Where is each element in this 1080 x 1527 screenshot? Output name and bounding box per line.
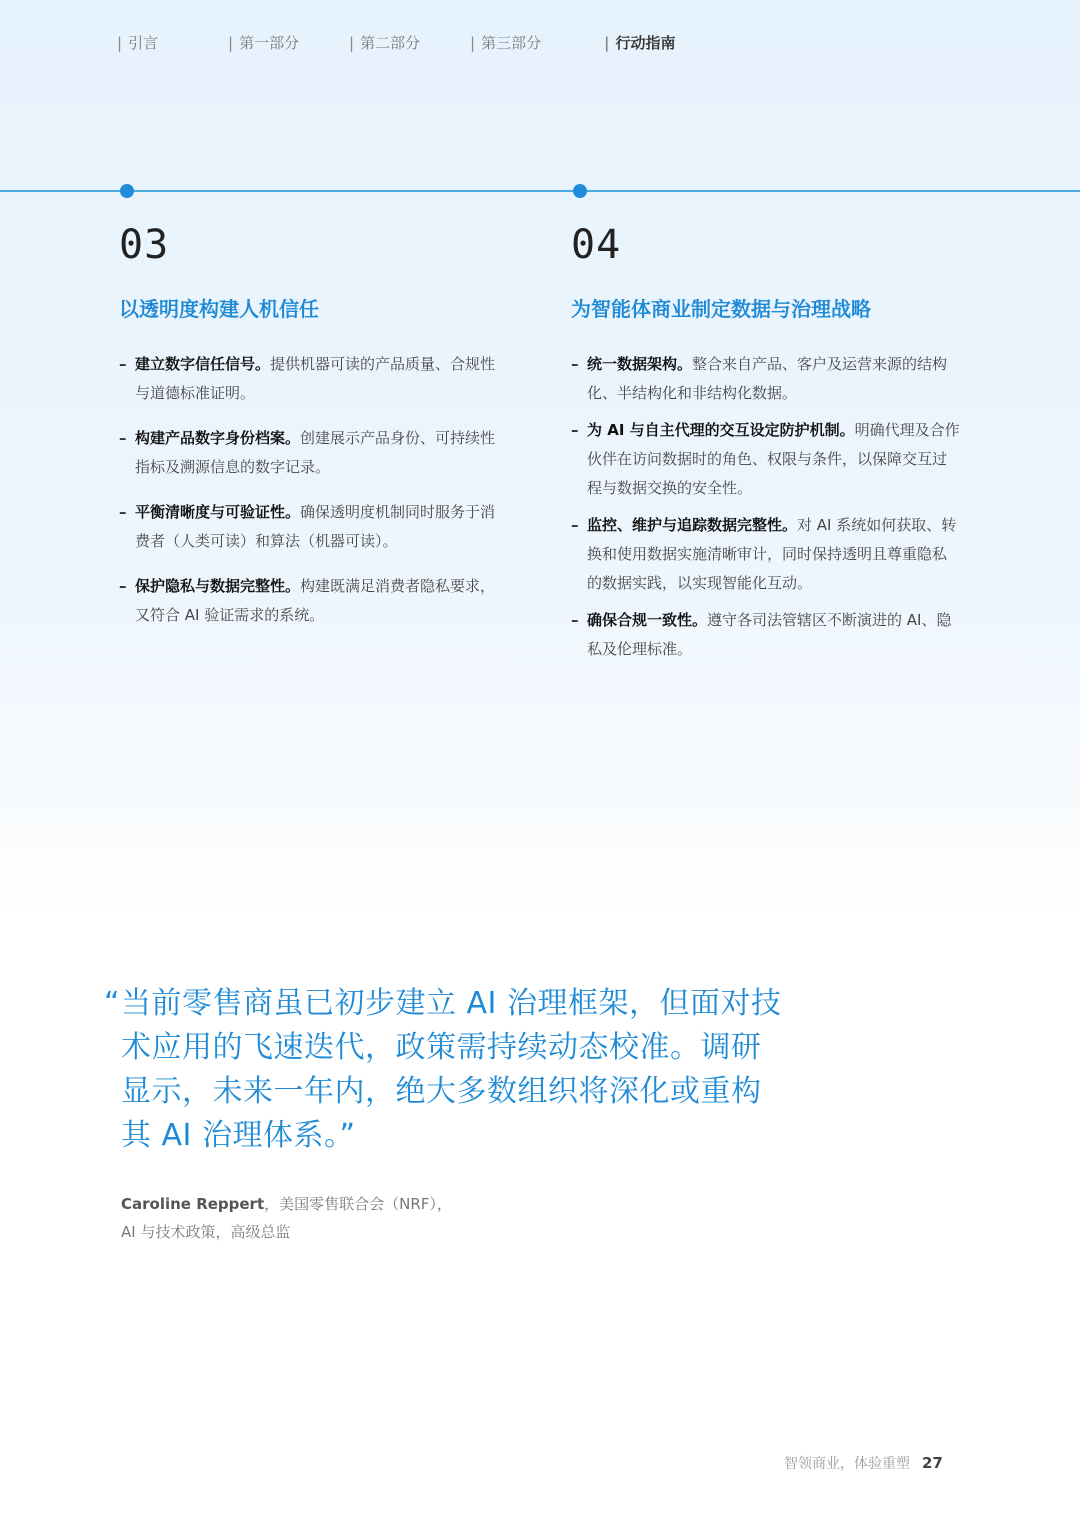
dash-bullet: – <box>571 611 579 629</box>
nav-item-intro[interactable] <box>117 32 158 53</box>
item-text: 明确代理及合作伙伴在访问数据时的角色、权限与条件，以保障交互过程与数据交换的安全性。 <box>587 421 960 497</box>
dash-bullet: – <box>119 429 127 447</box>
item-heading: 建立数字信任信号。 <box>135 355 271 373</box>
item-heading: 确保合规一致性。 <box>587 611 708 629</box>
nav-item-label: 第三部分 <box>481 34 542 52</box>
attribution-role: AI 与技术政策，高级总监 <box>121 1223 291 1241</box>
nav-item-action-guide[interactable] <box>604 32 676 53</box>
nav-item-part-three[interactable] <box>470 32 541 53</box>
item-heading: 平衡清晰度与可验证性。 <box>135 503 301 521</box>
item-heading: 统一数据架构。 <box>587 355 693 373</box>
section-03 <box>119 218 509 646</box>
list-item <box>119 424 509 482</box>
item-text: 遵守各司法管辖区不断演进的 AI、隐私及伦理标准。 <box>587 611 952 658</box>
nav-separator: | <box>604 34 610 52</box>
timeline-line <box>0 190 1080 192</box>
nav-separator: | <box>470 34 476 52</box>
list-item <box>119 498 509 556</box>
item-heading: 监控、维护与追踪数据完整性。 <box>587 516 798 534</box>
list-item <box>119 350 509 408</box>
item-text: 提供机器可读的产品质量、合规性与道德标准证明。 <box>135 355 496 402</box>
close-quote-mark: ” <box>339 1118 356 1153</box>
section-title: 以透明度构建人机信任 <box>119 297 319 321</box>
quote-text: 当前零售商虽已初步建立 AI 治理框架，但面对技术应用的飞速迭代，政策需持续动态校准。调研显示，未来一年内，绝大多数组织将深化或重构其 AI 治理体系。 <box>121 986 782 1153</box>
footer-title: 智领商业，体验重塑 <box>784 1456 910 1472</box>
nav-item-label: 引言 <box>128 34 159 52</box>
dash-bullet: – <box>571 421 579 439</box>
section-04 <box>571 218 961 672</box>
item-text: 确保透明度机制同时服务于消费者（人类可读）和算法（机器可读）。 <box>135 503 496 550</box>
item-heading: 构建产品数字身份档案。 <box>135 429 301 447</box>
nav-item-label: 第一部分 <box>239 34 300 52</box>
item-text: 构建既满足消费者隐私要求，又符合 AI 验证需求的系统。 <box>135 577 496 624</box>
attribution-name: Caroline Reppert <box>121 1195 265 1213</box>
nav-item-label: 行动指南 <box>615 34 676 52</box>
section-number: 03 <box>119 222 170 268</box>
nav-separator: | <box>117 34 123 52</box>
nav-separator: | <box>228 34 234 52</box>
dash-bullet: – <box>571 355 579 373</box>
section-number: 04 <box>571 222 622 268</box>
dash-bullet: – <box>119 355 127 373</box>
list-item <box>571 350 961 408</box>
pull-quote <box>104 982 784 1158</box>
attribution-org: ，美国零售联合会（NRF）， <box>264 1195 452 1213</box>
action-list <box>571 350 961 664</box>
section-title: 为智能体商业制定数据与治理战略 <box>571 297 871 321</box>
item-text: 创建展示产品身份、可持续性指标及溯源信息的数字记录。 <box>135 429 496 476</box>
dash-bullet: – <box>119 503 127 521</box>
nav-separator: | <box>349 34 355 52</box>
item-heading: 为 AI 与自主代理的交互设定防护机制。 <box>587 421 855 439</box>
list-item <box>119 572 509 630</box>
nav-item-part-one[interactable] <box>228 32 299 53</box>
item-text: 整合来自产品、客户及运营来源的结构化、半结构化和非结构化数据。 <box>587 355 948 402</box>
page-footer <box>784 1453 984 1473</box>
quote-attribution <box>121 1190 541 1246</box>
timeline-dot <box>120 184 134 198</box>
page-number: 27 <box>922 1454 943 1472</box>
dash-bullet: – <box>119 577 127 595</box>
action-list <box>119 350 509 630</box>
timeline-dot <box>573 184 587 198</box>
open-quote-mark: “ <box>104 986 121 1021</box>
dash-bullet: – <box>571 516 579 534</box>
nav-item-part-two[interactable] <box>349 32 420 53</box>
list-item <box>571 606 961 664</box>
section-nav <box>0 32 1080 56</box>
list-item <box>571 416 961 503</box>
item-text: 对 AI 系统如何获取、转换和使用数据实施清晰审计，同时保持透明且尊重隐私的数据实践，以实现智能化互动。 <box>587 516 957 592</box>
nav-item-label: 第二部分 <box>360 34 421 52</box>
list-item <box>571 511 961 598</box>
item-heading: 保护隐私与数据完整性。 <box>135 577 301 595</box>
